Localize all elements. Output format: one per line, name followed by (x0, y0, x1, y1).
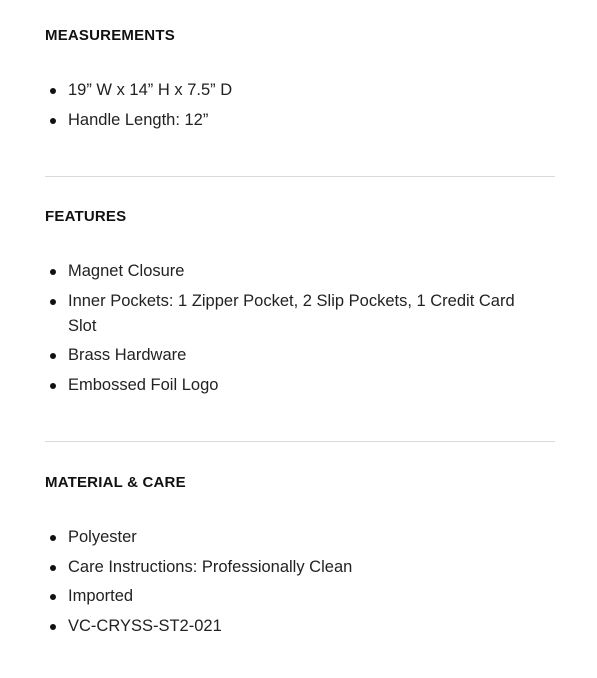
features-section (45, 207, 555, 394)
measurements-section (45, 26, 555, 129)
list-item: Embossed Foil Logo (45, 373, 535, 398)
material-care-section (45, 473, 555, 635)
section-heading-features: FEATURES (45, 208, 127, 225)
measurements-list (45, 78, 535, 137)
section-divider (45, 176, 555, 177)
section-heading-material-care: MATERIAL & CARE (45, 474, 186, 491)
list-item: 19” W x 14” H x 7.5” D (45, 78, 535, 103)
list-item: Polyester (45, 525, 535, 550)
features-list (45, 259, 535, 402)
list-item: Care Instructions: Professionally Clean (45, 555, 535, 580)
section-divider (45, 441, 555, 442)
list-item: Brass Hardware (45, 343, 535, 368)
list-item: Handle Length: 12” (45, 108, 535, 133)
list-item: Inner Pockets: 1 Zipper Pocket, 2 Slip Pockets, 1 Credit Card Slot (45, 289, 535, 339)
list-item: VC-CRYSS-ST2-021 (45, 614, 535, 639)
material-care-list (45, 525, 535, 643)
list-item: Magnet Closure (45, 259, 535, 284)
section-heading-measurements: MEASUREMENTS (45, 27, 175, 44)
list-item: Imported (45, 584, 535, 609)
